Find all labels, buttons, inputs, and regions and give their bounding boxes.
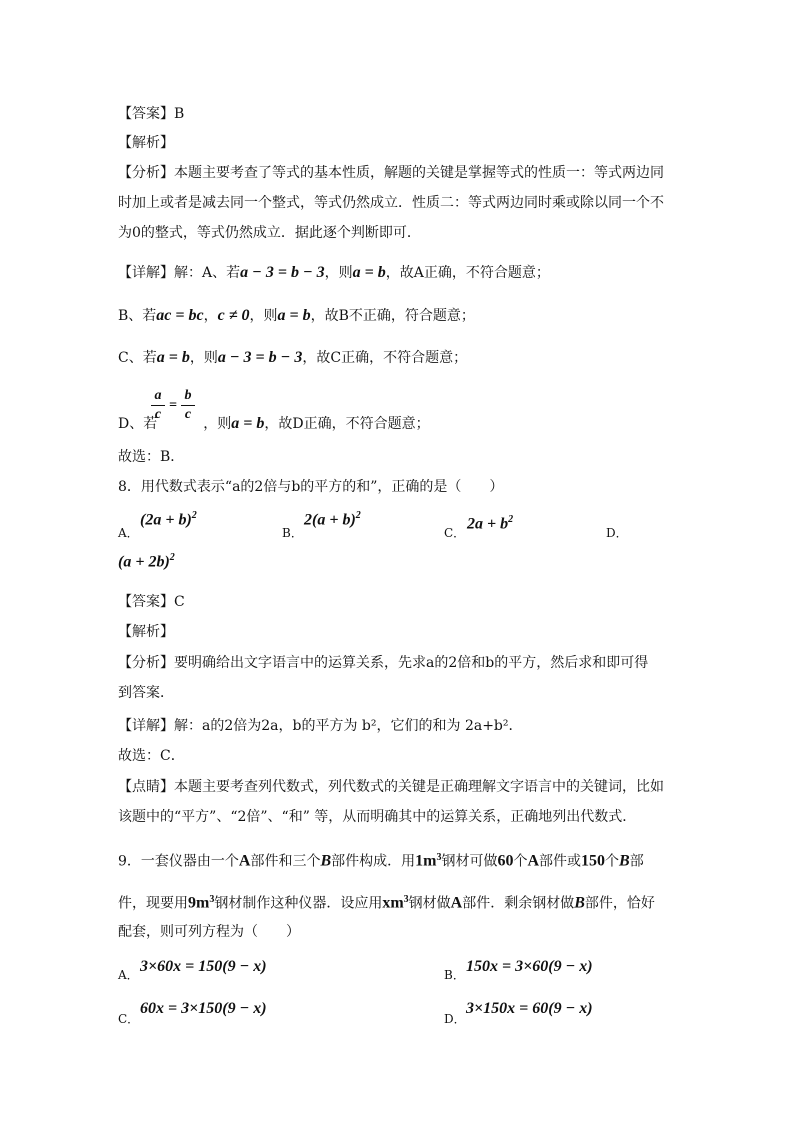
q9-question-line2: 件，现要用$9m^3$钢材制作这种仪器．设应用$xm^3$钢材做A部件．剩余钢材做B部件，恰好 [118, 894, 655, 912]
q7-detail-b: B、若ac = bc，c ≠ 0，则a = b，故B不正确，符合题意； [118, 307, 475, 324]
q8-dianjing-line1: 【点睛】本题主要考查列代数式，列代数式的关键是正确理解文字语言中的关键词，比如 [118, 779, 664, 795]
q9-option-d-label: D． [444, 1012, 466, 1026]
q7-fenxi-line3: 为0的整式，等式仍然成立．据此逐个判断即可． [118, 225, 421, 241]
q8-answer: 【答案】C [118, 594, 185, 610]
q8-fenxi-line1: 【分析】要明确给出文字语言中的运算关系，先求a的2倍和b的平方，然后求和即可得 [118, 655, 649, 671]
q9-option-b: 150x = 3×60(9 − x) [466, 958, 593, 975]
q7-choose: 故选：B． [118, 449, 185, 465]
q8-option-d-label: D． [606, 526, 628, 540]
q9-question-line3: 配套，则可列方程为（ ） [118, 924, 300, 940]
q9-option-b-label: B． [444, 968, 465, 982]
q8-question: 8．用代数式表示“a的2倍与b的平方的和”，正确的是（ ） [118, 479, 504, 495]
q8-option-c: $2a + b^2$ [467, 514, 514, 533]
q8-option-b-label: B． [282, 526, 303, 540]
q7-answer: 【答案】B [118, 106, 185, 122]
q8-option-b: $2(a + b)^2$ [304, 510, 361, 529]
q9-option-d: 3×150x = 60(9 − x) [466, 1000, 593, 1017]
q7-fraction-a-over-c: a c [150, 388, 166, 423]
q8-detail: 【详解】解：a的2倍为2a，b的平方为 b²，它们的和为 2a+b²． [118, 718, 523, 734]
q9-option-c: 60x = 3×150(9 − x) [140, 1000, 267, 1017]
q7-fraction-eq: = [169, 398, 177, 413]
q7-fraction-b-over-c: b c [180, 388, 196, 423]
q7-detail-d: D、若 ，则a = b，故D正确，不符合题意； [118, 415, 430, 432]
q9-question-line1: 9．一套仪器由一个A部件和三个B部件构成．用$1m^3$钢材可做60个A部件或150个B部 [118, 852, 644, 870]
q7-fenxi-line1: 【分析】本题主要考查了等式的基本性质，解题的关键是掌握等式的性质一：等式两边同 [118, 165, 664, 181]
q8-option-c-label: C． [444, 526, 466, 540]
q8-analysis-title: 【解析】 [118, 624, 174, 640]
q8-option-d: $(a + 2b)^2$ [118, 552, 175, 571]
q8-fenxi-line2: 到答案． [118, 685, 174, 701]
q9-option-a: 3×60x = 150(9 − x) [140, 958, 267, 975]
q8-option-a: $(2a + b)^2$ [140, 510, 197, 529]
q8-option-a-label: A． [118, 526, 139, 540]
q8-choose: 故选：C． [118, 748, 185, 764]
q7-detail-c: C、若a = b，则a − 3 = b − 3，故C正确，不符合题意； [118, 349, 468, 366]
q9-option-a-label: A． [118, 968, 139, 982]
q9-option-c-label: C． [118, 1012, 140, 1026]
q7-detail-a: 【详解】解：A、若a − 3 = b − 3，则a = b，故A正确，不符合题意； [118, 264, 550, 281]
q7-analysis-title: 【解析】 [118, 135, 174, 151]
q8-dianjing-line2: 该题中的“平方”、“2倍”、“和” 等，从而明确其中的运算关系，正确地列出代数式． [118, 809, 637, 825]
q7-fenxi-line2: 时加上或者是减去同一个整式，等式仍然成立．性质二：等式两边同时乘或除以同一个不 [118, 195, 664, 211]
